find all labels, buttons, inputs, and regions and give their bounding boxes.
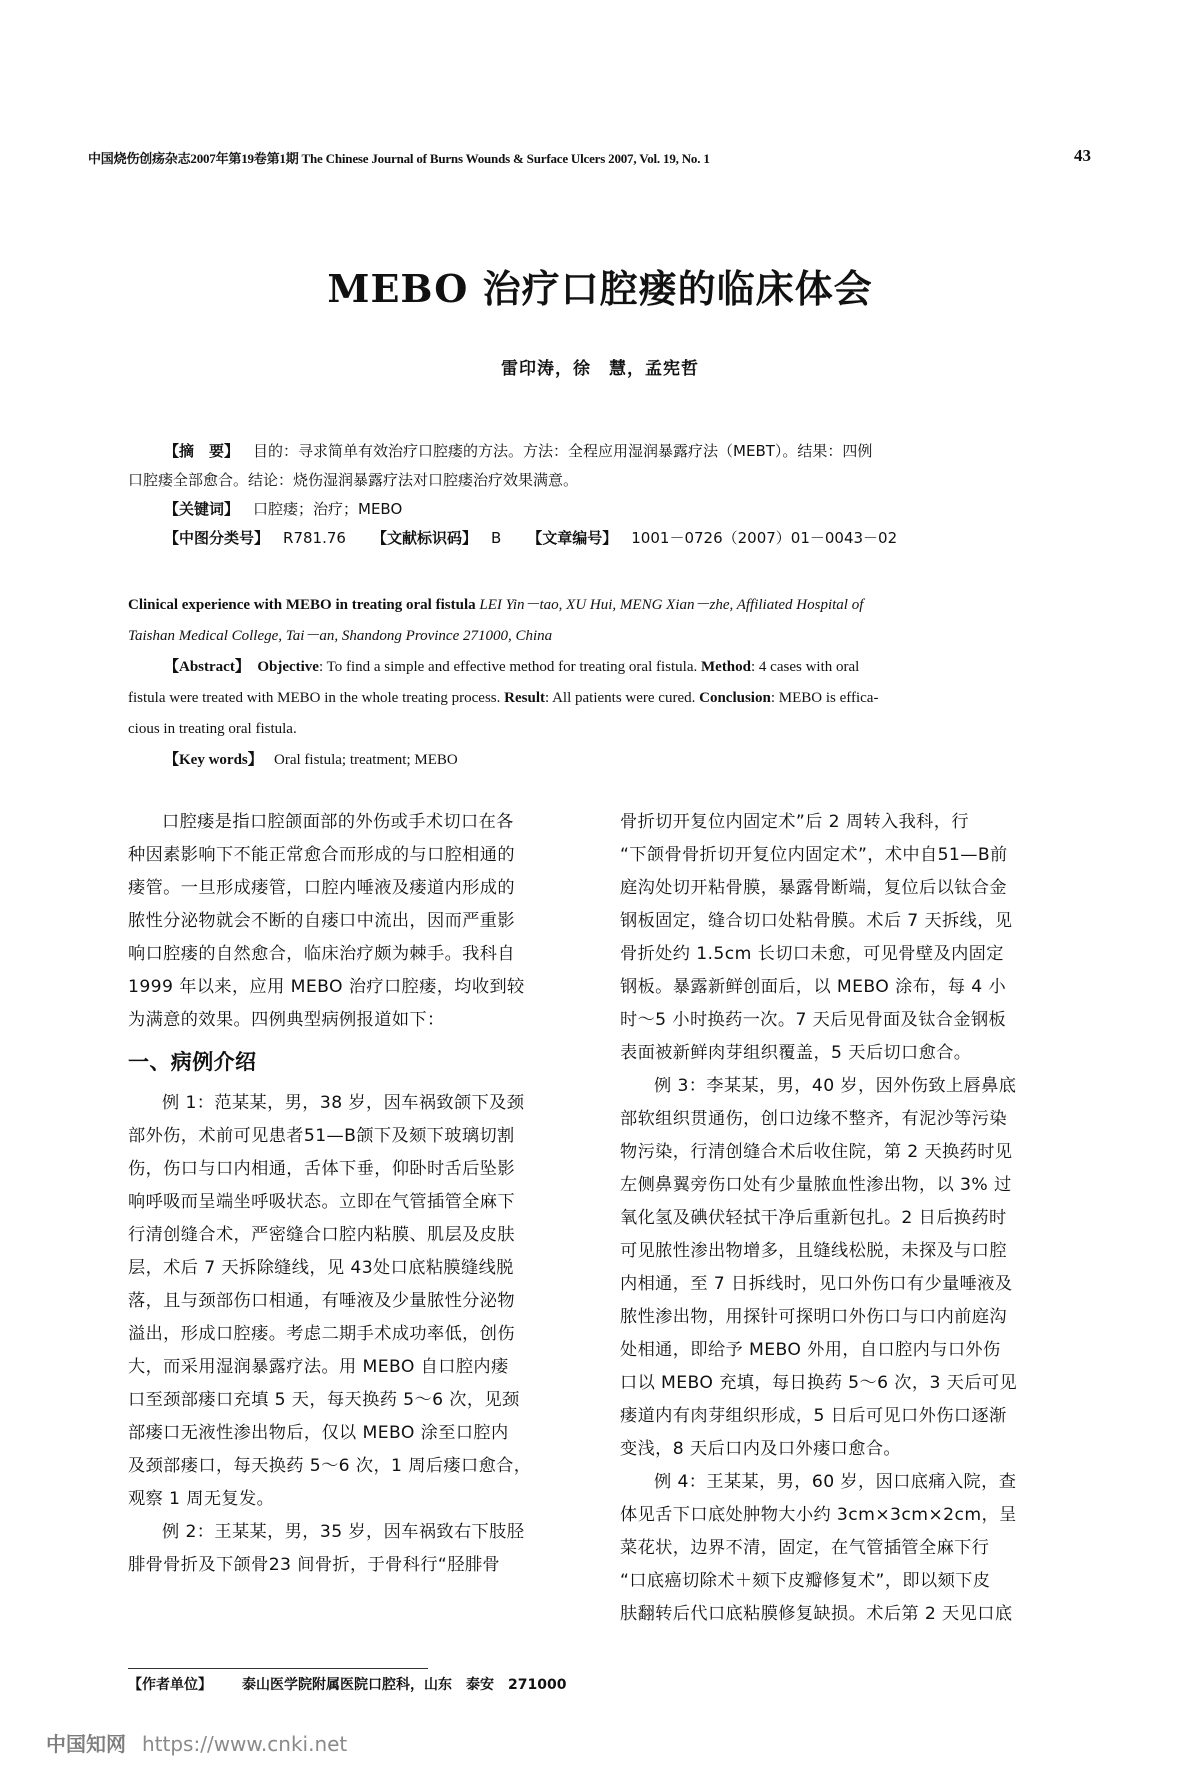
body-text-line: 部外伤，术前可见患者51—B颌下及颏下玻璃切割 <box>128 1126 515 1146</box>
body-text-line: 1999 年以来，应用 MEBO 治疗口腔瘘，均收到较 <box>128 977 525 997</box>
body-text-line: 部软组织贯通伤，创口边缘不整齐，有泥沙等污染 <box>620 1109 1007 1129</box>
body-text-line: 种因素影响下不能正常愈合而形成的与口腔相通的 <box>128 845 515 865</box>
en-keywords-label: 【Key words】 <box>164 752 263 768</box>
clc-value: R781.76 <box>283 529 346 547</box>
body-text-line: 口以 MEBO 充填，每日换药 5～6 次，3 天后可见 <box>620 1373 1018 1393</box>
abstract-cn-label: 【摘 要】 <box>164 442 240 460</box>
body-text-line: 骨折切开复位内固定术”后 2 周转入我科，行 <box>620 812 969 832</box>
abstract-cn-text-2: 口腔瘘全部愈合。结论：烧伤湿润暴露疗法对口腔瘘治疗效果满意。 <box>128 471 579 489</box>
article-title: MEBO 治疗口腔瘘的临床体会 <box>327 266 873 311</box>
body-text-line: 及颈部瘘口，每天换药 5～6 次，1 周后瘘口愈合， <box>128 1456 532 1476</box>
en-abstract-line-3 <box>128 714 1074 745</box>
body-left-column <box>128 806 608 1582</box>
abstract-cn-text-1: 目的：寻求简单有效治疗口腔瘘的方法。方法：全程应用湿润暴露疗法（MEBT）。结果：四例 <box>253 442 873 460</box>
en-method-label: Method <box>701 659 751 675</box>
footnote-label: 【作者单位】 <box>128 1677 212 1693</box>
body-text-line: 脓性渗出物，用探针可探明口外伤口与口内前庭沟 <box>620 1307 1007 1327</box>
abstract-cn-line-2 <box>128 466 1074 495</box>
abstract-cn-line-1 <box>128 437 1074 466</box>
body-text-line: 氧化氢及碘伏轻拭干净后重新包扎。2 日后换药时 <box>620 1208 1007 1228</box>
english-abstract <box>128 590 1074 776</box>
body-text-line: 瘘管。一旦形成瘘管，口腔内唾液及瘘道内形成的 <box>128 878 515 898</box>
en-title-line <box>128 590 1074 621</box>
body-text-line: 处相通，即给予 MEBO 外用，自口腔内与口外伤 <box>620 1340 1001 1360</box>
watermark-brand: 中国知网 <box>46 1732 126 1756</box>
chinese-abstract <box>128 437 1074 553</box>
body-text-line: 骨折处约 1.5cm 长切口未愈，可见骨壁及内固定 <box>620 944 1004 964</box>
clc-label: 【中图分类号】 <box>164 529 270 547</box>
body-text-line: 口至颈部瘘口充填 5 天，每天换药 5～6 次，见颈 <box>128 1390 520 1410</box>
en-result: : All patients were cured. <box>545 690 696 706</box>
body-text-line: 脓性分泌物就会不断的自瘘口中流出，因而严重影 <box>128 911 515 931</box>
en-conclusion-2: cious in treating oral fistula. <box>128 721 297 737</box>
keywords-cn-label: 【关键词】 <box>164 500 240 518</box>
body-text-line: 钢板固定，缝合切口处粘骨膜。术后 7 天拆线，见 <box>620 911 1013 931</box>
en-abstract-label: 【Abstract】 <box>164 659 250 675</box>
en-objective: : To find a simple and effective method for treating oral fistula. <box>318 659 698 675</box>
en-title: Clinical experience with MEBO in treating oral fistula <box>128 597 476 613</box>
en-affiliation: Taishan Medical College, Tai－an, Shandong Province 271000, China <box>128 628 553 644</box>
en-authors: LEI Yin－tao, XU Hui, MENG Xian－zhe, Affiliated Hospital of <box>479 597 864 613</box>
body-text-line: 落，且与颈部伤口相通，有唾液及少量脓性分泌物 <box>128 1291 515 1311</box>
body-text-line: 钢板。暴露新鲜创面后，以 MEBO 涂布，每 4 小 <box>620 977 1007 997</box>
body-text-line: 例 4：王某某，男，60 岁，因口底痛入院，查 <box>654 1472 1017 1492</box>
section-heading: 一、病例介绍 <box>128 1050 257 1074</box>
cnki-watermark <box>46 1728 347 1757</box>
en-affiliation-line <box>128 621 1074 652</box>
body-text-line: 左侧鼻翼旁伤口处有少量脓血性渗出物，以 3% 过 <box>620 1175 1012 1195</box>
body-text-line: “下颌骨骨折切开复位内固定术”，术中自51—B前 <box>620 845 1008 865</box>
classification-line <box>128 524 1074 553</box>
left-column-cases <box>128 1087 608 1582</box>
body-text-line: 口腔瘘是指口腔颌面部的外伤或手术切口在各 <box>162 812 514 832</box>
article-no-label: 【文章编号】 <box>527 529 618 547</box>
body-text-line: 大，而采用湿润暴露疗法。用 MEBO 自口腔内瘘 <box>128 1357 509 1377</box>
body-text-line: 肤翻转后代口底粘膜修复缺损。术后第 2 天见口底 <box>620 1604 1013 1624</box>
running-head: 中国烧伤创疡杂志2007年第19卷第1期 The Chinese Journal of Burns Wounds & Surface Ulcers 2007, Vol. 19, No. 1 <box>88 151 710 166</box>
body-text-line: 例 1：范某某，男，38 岁，因车祸致颌下及颈 <box>162 1093 525 1113</box>
article-no-value: 1001－0726（2007）01－0043－02 <box>631 529 898 547</box>
en-method-1: : 4 cases with oral <box>751 659 860 675</box>
author-affiliation-footnote <box>128 1674 566 1694</box>
en-conclusion-label: Conclusion <box>699 690 771 706</box>
body-text-line: 可见脓性渗出物增多，且缝线松脱，未探及与口腔 <box>620 1241 1007 1261</box>
body-text-line: 时～5 小时换药一次。7 天后见骨面及钛合金钢板 <box>620 1010 1007 1030</box>
en-abstract-line-2 <box>128 683 1074 714</box>
body-text-line: 庭沟处切开粘骨膜，暴露骨断端，复位后以钛合金 <box>620 878 1007 898</box>
right-column-cases <box>620 806 1100 1631</box>
body-text-line: 表面被新鲜肉芽组织覆盖，5 天后切口愈合。 <box>620 1043 972 1063</box>
body-text-line: 响呼吸而呈端坐呼吸状态。立即在气管插管全麻下 <box>128 1192 515 1212</box>
en-keywords: Oral fistula; treatment; MEBO <box>274 752 458 768</box>
body-text-line: 内相通，至 7 日拆线时，见口外伤口有少量唾液及 <box>620 1274 1013 1294</box>
body-text-line: 瘘道内有肉芽组织形成，5 日后可见口外伤口逐渐 <box>620 1406 1007 1426</box>
body-text-line: 物污染，行清创缝合术后收住院，第 2 天换药时见 <box>620 1142 1013 1162</box>
body-text-line: “口底癌切除术＋颏下皮瓣修复术”，即以颏下皮 <box>620 1571 991 1591</box>
body-text-line: 体见舌下口底处肿物大小约 3cm×3cm×2cm，呈 <box>620 1505 1017 1525</box>
body-text-line: 例 2：王某某，男，35 岁，因车祸致右下肢胫 <box>162 1522 525 1542</box>
en-method-2: fistula were treated with MEBO in the whole treating process. <box>128 690 501 706</box>
body-text-line: 观察 1 周无复发。 <box>128 1489 275 1509</box>
page-number: 43 <box>1074 146 1091 165</box>
footnote-rule <box>128 1668 428 1669</box>
body-text-line: 菜花状，边界不清，固定，在气管插管全麻下行 <box>620 1538 990 1558</box>
watermark-url[interactable]: https://www.cnki.net <box>142 1732 348 1756</box>
doc-code-label: 【文献标识码】 <box>371 529 477 547</box>
body-text-line: 响口腔瘘的自然愈合，临床治疗颇为棘手。我科自 <box>128 944 515 964</box>
body-right-column <box>620 806 1100 1631</box>
en-conclusion-1: : MEBO is effica- <box>770 690 879 706</box>
body-text-line: 层，术后 7 天拆除缝线，见 43处口底粘膜缝线脱 <box>128 1258 514 1278</box>
en-keywords-line <box>128 745 1074 776</box>
body-text-line: 腓骨骨折及下颌骨23 间骨折，于骨科行“胫腓骨 <box>128 1555 501 1575</box>
footnote-text: 泰山医学院附属医院口腔科，山东 泰安 271000 <box>242 1677 567 1693</box>
keywords-cn: 口腔瘘；治疗；MEBO <box>253 500 403 518</box>
body-text-line: 溢出，形成口腔瘘。考虑二期手术成功率低，创伤 <box>128 1324 515 1344</box>
body-text-line: 行清创缝合术，严密缝合口腔内粘膜、肌层及皮肤 <box>128 1225 515 1245</box>
article-authors: 雷印涛，徐 慧，孟宪哲 <box>501 359 699 379</box>
body-text-line: 例 3：李某某，男，40 岁，因外伤致上唇鼻底 <box>654 1076 1017 1096</box>
body-text-line: 为满意的效果。四例典型病例报道如下： <box>128 1010 445 1030</box>
en-abstract-line-1 <box>128 652 1074 683</box>
keywords-cn-line <box>128 495 1074 524</box>
en-result-label: Result <box>504 690 545 706</box>
en-objective-label: Objective <box>257 659 319 675</box>
body-text-line: 部瘘口无液性渗出物后，仅以 MEBO 涂至口腔内 <box>128 1423 509 1443</box>
body-text-line: 变浅，8 天后口内及口外瘘口愈合。 <box>620 1439 902 1459</box>
left-column-intro <box>128 806 608 1037</box>
body-text-line: 伤，伤口与口内相通，舌体下垂，仰卧时舌后坠影 <box>128 1159 515 1179</box>
doc-code-value: B <box>490 529 502 547</box>
